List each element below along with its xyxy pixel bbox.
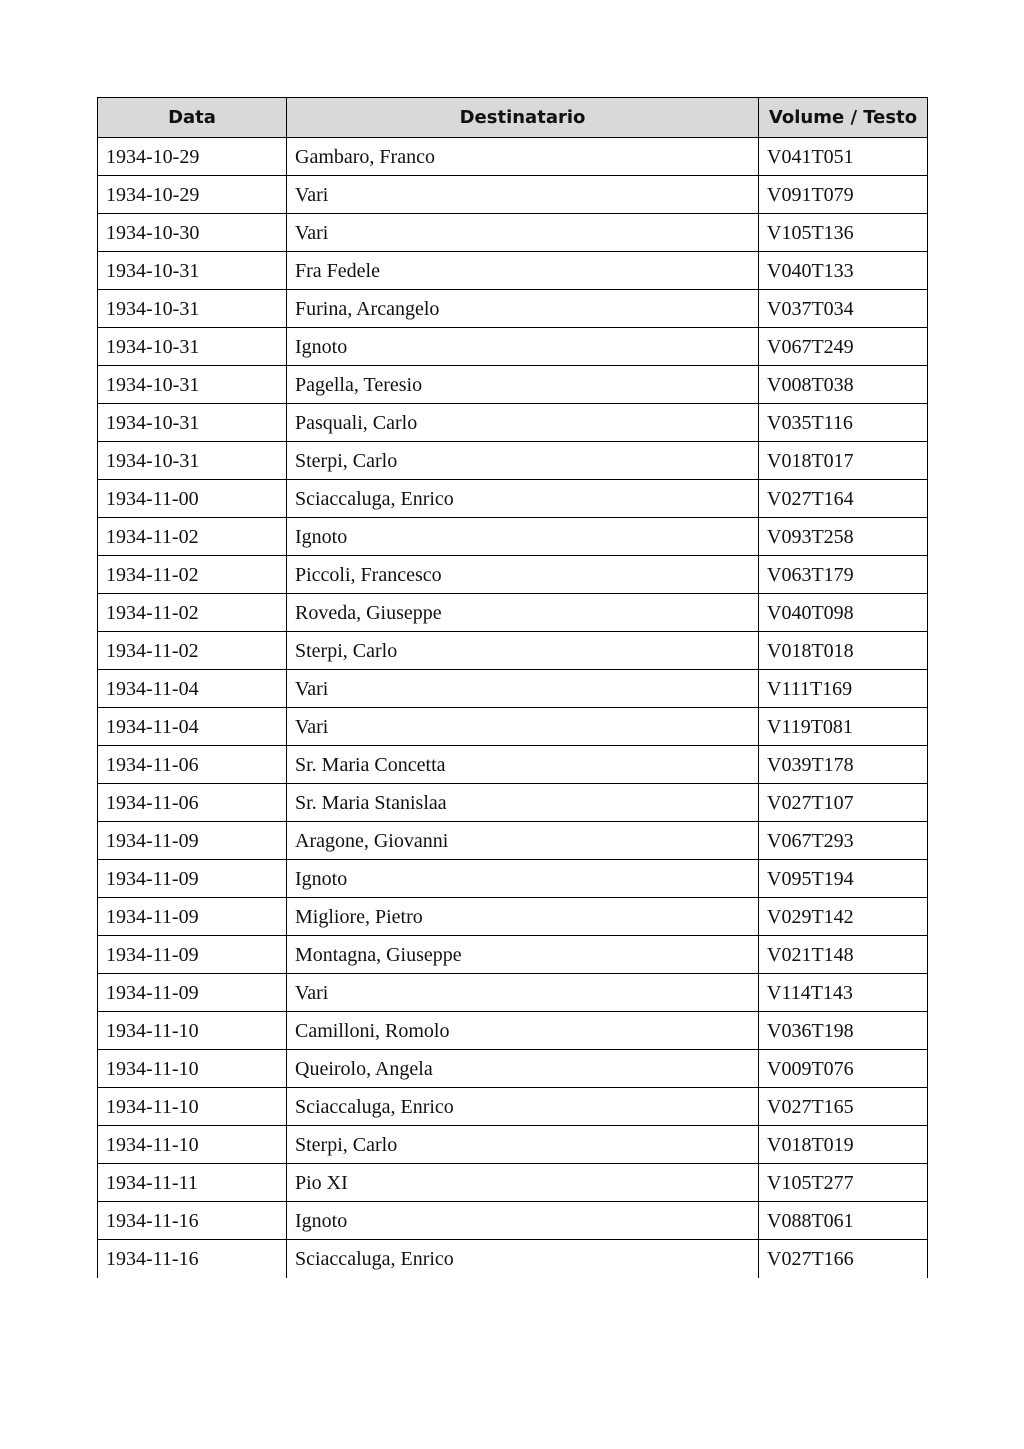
cell-date: 1934-11-16 [98, 1240, 287, 1278]
cell-recipient: Piccoli, Francesco [287, 556, 759, 594]
cell-volume-text: V114T143 [759, 974, 928, 1012]
table-row [98, 822, 928, 860]
header-date: Data [98, 98, 287, 138]
cell-volume-text: V040T133 [759, 252, 928, 290]
table-row [98, 632, 928, 670]
cell-recipient: Gambaro, Franco [287, 138, 759, 176]
cell-recipient: Vari [287, 708, 759, 746]
table-body [98, 138, 928, 1278]
cell-date: 1934-11-02 [98, 556, 287, 594]
cell-date: 1934-11-02 [98, 594, 287, 632]
table-row [98, 1012, 928, 1050]
cell-recipient: Sciaccaluga, Enrico [287, 1240, 759, 1278]
table-row [98, 670, 928, 708]
table-row [98, 1088, 928, 1126]
cell-recipient: Ignoto [287, 518, 759, 556]
cell-recipient: Sterpi, Carlo [287, 632, 759, 670]
table-row [98, 366, 928, 404]
cell-date: 1934-11-10 [98, 1050, 287, 1088]
table-row [98, 138, 928, 176]
cell-date: 1934-10-31 [98, 442, 287, 480]
cell-date: 1934-11-02 [98, 518, 287, 556]
cell-volume-text: V041T051 [759, 138, 928, 176]
cell-date: 1934-10-30 [98, 214, 287, 252]
cell-volume-text: V063T179 [759, 556, 928, 594]
cell-date: 1934-11-04 [98, 670, 287, 708]
cell-volume-text: V008T038 [759, 366, 928, 404]
cell-date: 1934-11-10 [98, 1012, 287, 1050]
header-volume-text: Volume / Testo [759, 98, 928, 138]
cell-recipient: Furina, Arcangelo [287, 290, 759, 328]
cell-date: 1934-10-29 [98, 138, 287, 176]
cell-volume-text: V105T136 [759, 214, 928, 252]
cell-recipient: Sterpi, Carlo [287, 1126, 759, 1164]
cell-date: 1934-10-31 [98, 290, 287, 328]
cell-volume-text: V037T034 [759, 290, 928, 328]
cell-recipient: Pio XI [287, 1164, 759, 1202]
cell-date: 1934-11-11 [98, 1164, 287, 1202]
cell-date: 1934-10-31 [98, 366, 287, 404]
cell-date: 1934-11-04 [98, 708, 287, 746]
table-row [98, 176, 928, 214]
cell-date: 1934-11-09 [98, 822, 287, 860]
table-row [98, 1126, 928, 1164]
cell-volume-text: V091T079 [759, 176, 928, 214]
cell-volume-text: V027T166 [759, 1240, 928, 1278]
cell-volume-text: V018T019 [759, 1126, 928, 1164]
cell-volume-text: V067T293 [759, 822, 928, 860]
cell-volume-text: V111T169 [759, 670, 928, 708]
cell-volume-text: V018T017 [759, 442, 928, 480]
table-row [98, 594, 928, 632]
cell-volume-text: V093T258 [759, 518, 928, 556]
table-row [98, 1202, 928, 1240]
cell-date: 1934-11-09 [98, 860, 287, 898]
cell-recipient: Ignoto [287, 328, 759, 366]
cell-recipient: Aragone, Giovanni [287, 822, 759, 860]
cell-recipient: Fra Fedele [287, 252, 759, 290]
cell-recipient: Ignoto [287, 860, 759, 898]
cell-volume-text: V067T249 [759, 328, 928, 366]
table-row [98, 860, 928, 898]
header-row [98, 98, 928, 138]
document-page [97, 97, 927, 1278]
table-row [98, 252, 928, 290]
table-row [98, 898, 928, 936]
cell-volume-text: V036T198 [759, 1012, 928, 1050]
cell-date: 1934-11-02 [98, 632, 287, 670]
cell-volume-text: V035T116 [759, 404, 928, 442]
cell-volume-text: V088T061 [759, 1202, 928, 1240]
cell-recipient: Sr. Maria Stanislaa [287, 784, 759, 822]
table-row [98, 442, 928, 480]
cell-recipient: Queirolo, Angela [287, 1050, 759, 1088]
cell-date: 1934-11-16 [98, 1202, 287, 1240]
cell-date: 1934-11-09 [98, 898, 287, 936]
table-row [98, 784, 928, 822]
cell-volume-text: V095T194 [759, 860, 928, 898]
cell-volume-text: V027T165 [759, 1088, 928, 1126]
table-row [98, 328, 928, 366]
cell-volume-text: V027T164 [759, 480, 928, 518]
cell-recipient: Vari [287, 974, 759, 1012]
cell-volume-text: V039T178 [759, 746, 928, 784]
table-row [98, 404, 928, 442]
cell-recipient: Sterpi, Carlo [287, 442, 759, 480]
cell-volume-text: V009T076 [759, 1050, 928, 1088]
cell-volume-text: V040T098 [759, 594, 928, 632]
cell-date: 1934-11-10 [98, 1126, 287, 1164]
cell-recipient: Vari [287, 214, 759, 252]
cell-date: 1934-10-29 [98, 176, 287, 214]
cell-recipient: Pagella, Teresio [287, 366, 759, 404]
cell-recipient: Sr. Maria Concetta [287, 746, 759, 784]
cell-date: 1934-10-31 [98, 252, 287, 290]
table-row [98, 708, 928, 746]
table-row [98, 936, 928, 974]
cell-recipient: Vari [287, 176, 759, 214]
cell-recipient: Ignoto [287, 1202, 759, 1240]
cell-recipient: Roveda, Giuseppe [287, 594, 759, 632]
cell-date: 1934-11-09 [98, 974, 287, 1012]
table-row [98, 974, 928, 1012]
cell-date: 1934-11-06 [98, 784, 287, 822]
cell-recipient: Migliore, Pietro [287, 898, 759, 936]
cell-date: 1934-11-06 [98, 746, 287, 784]
cell-recipient: Pasquali, Carlo [287, 404, 759, 442]
cell-recipient: Camilloni, Romolo [287, 1012, 759, 1050]
table-row [98, 1050, 928, 1088]
cell-volume-text: V029T142 [759, 898, 928, 936]
cell-recipient: Vari [287, 670, 759, 708]
letters-table [97, 97, 928, 1278]
table-row [98, 290, 928, 328]
table-row [98, 214, 928, 252]
table-row [98, 556, 928, 594]
table-row [98, 1240, 928, 1278]
cell-date: 1934-10-31 [98, 404, 287, 442]
table-row [98, 518, 928, 556]
cell-date: 1934-10-31 [98, 328, 287, 366]
cell-volume-text: V018T018 [759, 632, 928, 670]
table-row [98, 480, 928, 518]
cell-volume-text: V105T277 [759, 1164, 928, 1202]
cell-volume-text: V119T081 [759, 708, 928, 746]
cell-recipient: Sciaccaluga, Enrico [287, 480, 759, 518]
cell-recipient: Montagna, Giuseppe [287, 936, 759, 974]
table-row [98, 746, 928, 784]
cell-volume-text: V027T107 [759, 784, 928, 822]
cell-volume-text: V021T148 [759, 936, 928, 974]
table-row [98, 1164, 928, 1202]
cell-date: 1934-11-10 [98, 1088, 287, 1126]
header-recipient: Destinatario [287, 98, 759, 138]
table-header [98, 98, 928, 138]
cell-date: 1934-11-00 [98, 480, 287, 518]
cell-recipient: Sciaccaluga, Enrico [287, 1088, 759, 1126]
cell-date: 1934-11-09 [98, 936, 287, 974]
